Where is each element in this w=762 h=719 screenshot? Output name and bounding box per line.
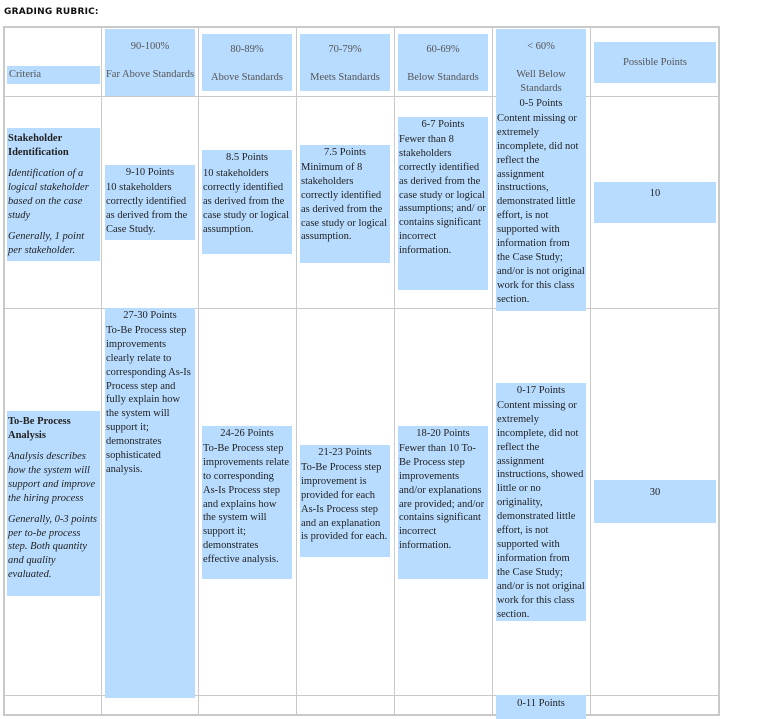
header-col-90 [105, 29, 195, 96]
cell-to-be-80 [202, 426, 292, 579]
header-col-60-range: 60-69% [426, 44, 460, 55]
header-col-below60-label: Well Below Standards [516, 69, 566, 94]
possible-points-to-be [594, 480, 716, 523]
header-col-90-label: Far Above Standards [105, 69, 195, 80]
rubric-table [3, 26, 720, 716]
cell-to-be-60 [398, 426, 488, 579]
cell-to-be-70 [300, 445, 390, 557]
cell-points: 18-20 Points [416, 428, 470, 439]
criteria-stakeholder [7, 128, 100, 261]
cell-text: Minimum of 8 stakeholders correctly identified as derived from the case study or logical assumption. [301, 161, 388, 243]
criteria-note: Generally, 0-3 points per to-be process step. Both quantity and quality evaluated. [8, 513, 97, 581]
header-col-70 [300, 34, 390, 91]
cell-points: 7.5 Points [323, 147, 366, 158]
cell-text: Fewer than 8 stakeholders correctly identified as derived from the case study or logical assumptions; and/ or contains significant incorrect information. [399, 133, 486, 257]
criteria-to-be-process [7, 411, 100, 596]
cell-points: 0-5 Points [519, 98, 563, 109]
cell-stakeholder-70 [300, 145, 390, 263]
cell-text: To-Be Process step improvement is provided for each As-Is Process step and an explanation is provided for each. [301, 461, 388, 543]
cell-points: 0-17 Points [516, 385, 566, 396]
cell-points: 8.5 Points [225, 152, 268, 163]
possible-points-stakeholder [594, 182, 716, 223]
header-col-90-range: 90-100% [130, 41, 170, 52]
header-possible-points: Possible Points [594, 42, 716, 83]
possible-points-value: 10 [649, 188, 661, 199]
header-col-80-range: 80-89% [230, 44, 264, 55]
cell-points: 24-26 Points [220, 428, 274, 439]
cell-to-be-90 [105, 308, 195, 698]
criteria-note: Generally, 1 point per stakeholder. [8, 230, 85, 256]
cell-text: Content missing or extremely incomplete, did not reflect the assignment instructions, showed little or no originality, demonstrated little effort, is not supported with information from the Case Study; and/or is not original work for this class section. [497, 399, 585, 620]
cell-text: To-Be Process step improvements clearly relate to corresponding As-Is Process step and fully explain how the system will support it; demonstrates sophisticated analysis. [106, 324, 191, 475]
criteria-title: Stakeholder Identification [8, 133, 69, 158]
cell-to-be-below60 [496, 383, 586, 621]
cell-text: 10 stakeholders correctly identified as derived from the case study or logical assumption. [203, 167, 290, 235]
cell-text: 10 stakeholders correctly identified as derived from the Case Study. [106, 181, 188, 235]
header-col-60 [398, 34, 488, 91]
cell-next-row-below60 [496, 695, 586, 719]
header-col-70-range: 70-79% [328, 44, 362, 55]
header-col-below60 [496, 29, 586, 96]
header-col-80 [202, 34, 292, 91]
header-criteria: Criteria [7, 66, 100, 84]
cell-points: 27-30 Points [123, 310, 177, 321]
header-col-80-label: Above Standards [210, 72, 284, 83]
cell-points: 21-23 Points [318, 447, 372, 458]
cell-stakeholder-60 [398, 117, 488, 290]
cell-stakeholder-below60 [496, 96, 586, 311]
header-col-70-label: Meets Standards [310, 72, 380, 83]
cell-points: 9-10 Points [125, 167, 175, 178]
possible-points-value: 30 [649, 487, 661, 498]
header-col-below60-range: < 60% [527, 41, 555, 52]
criteria-description: Identification of a logical stakeholder based on the case study [8, 168, 89, 221]
criteria-title: To-Be Process Analysis [8, 416, 71, 441]
cell-text: To-Be Process step improvements relate to corresponding As-Is Process step and explains how the system will support it; demonstrates effective analysis. [203, 442, 290, 566]
criteria-description: Analysis describes how the system will support and improve the hiring process [8, 451, 96, 504]
cell-stakeholder-80 [202, 150, 292, 254]
cell-points: 6-7 Points [421, 119, 465, 130]
cell-text: Content missing or extremely incomplete, did not reflect the assignment instructions, demonstrated little effort, is not supported with information from the Case Study; and/or is not original work for this class section. [497, 112, 585, 305]
header-col-60-label: Below Standards [407, 72, 479, 83]
cell-text: Fewer than 10 To-Be Process step improvements and/or explanations are provided; and/or contains significant incorrect information. [399, 442, 485, 552]
cell-points: 0-11 Points [517, 698, 565, 709]
rubric-title: GRADING RUBRIC: [4, 7, 99, 17]
cell-stakeholder-90 [105, 165, 195, 240]
